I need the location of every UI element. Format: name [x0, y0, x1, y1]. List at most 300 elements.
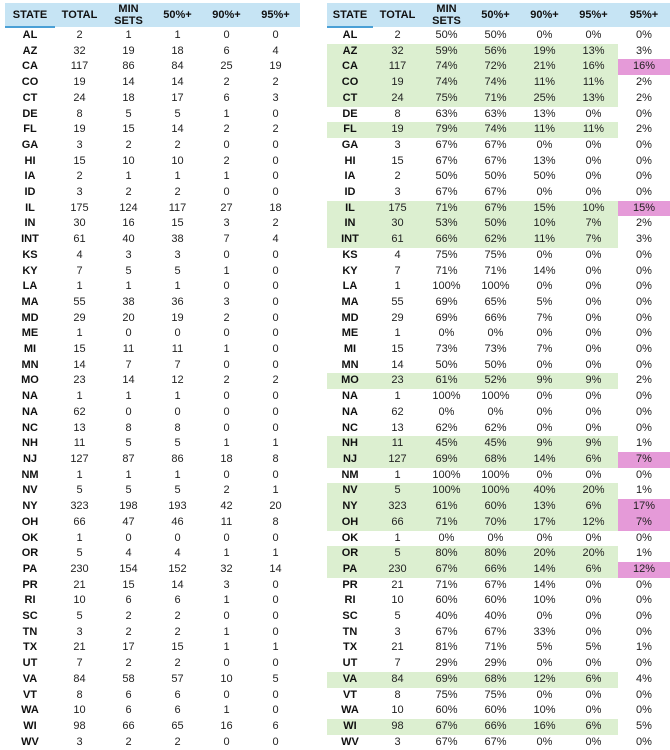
cell-90-plus: 0%	[536, 390, 553, 403]
cell-state: UT	[22, 657, 38, 670]
table-row	[327, 405, 670, 421]
cell-50-plus: 68%	[471, 672, 520, 688]
cell-total: 21	[391, 641, 404, 654]
table-row	[327, 358, 670, 374]
cell-90-plus: 1	[223, 437, 230, 450]
table-row	[5, 703, 300, 719]
cell-total: 24	[373, 91, 422, 107]
cell-90-plus: 0%	[536, 327, 553, 340]
cell-state: NY	[22, 500, 38, 513]
cell-90-plus: 0	[223, 610, 230, 623]
cell-min-sets: 75%	[435, 248, 458, 261]
cell-95-plus: 0%	[585, 704, 602, 717]
cell-min-sets: 0%	[438, 327, 455, 340]
table-row	[5, 593, 300, 609]
cell-total: 19	[373, 75, 422, 91]
cell-total: 23	[73, 374, 86, 387]
cell-95-plus: 0	[272, 735, 279, 748]
cell-50-plus: 65	[171, 719, 184, 732]
table-row	[5, 389, 300, 405]
cell-95-plus-share: 0%	[636, 154, 652, 167]
cell-95-plus-share: 15%	[618, 201, 670, 217]
cell-90-plus: 10%	[533, 704, 556, 717]
cell-50-plus: 50%	[471, 216, 520, 232]
table-row	[5, 358, 300, 374]
cell-total: 1	[394, 327, 401, 340]
cell-total: 7	[76, 264, 83, 277]
cell-50-plus: 6	[174, 594, 181, 607]
cell-total: 3	[76, 735, 83, 748]
cell-min-sets: 50%	[435, 170, 458, 183]
cell-state: DE	[22, 107, 38, 120]
cell-total: 1	[76, 468, 83, 481]
cell-50-plus: 100%	[481, 280, 510, 293]
cell-50-plus: 100%	[471, 483, 520, 499]
cell-95-plus: 0	[272, 468, 279, 481]
cell-total: 1	[394, 280, 401, 293]
cell-total: 84	[73, 672, 86, 685]
cell-90-plus: 1	[223, 641, 230, 654]
cell-state: RI	[24, 594, 36, 607]
table-row	[5, 154, 300, 170]
cell-min-sets: 8	[125, 421, 132, 434]
cell-90-plus: 0%	[536, 468, 553, 481]
table-row	[327, 515, 670, 531]
cell-state: CT	[327, 91, 373, 107]
cell-state: NJ	[22, 452, 38, 465]
cell-total: 98	[373, 719, 422, 735]
cell-min-sets: 1	[125, 468, 132, 481]
cell-50-plus: 38	[171, 233, 184, 246]
cell-50-plus: 2	[174, 138, 181, 151]
cell-state: FL	[327, 122, 373, 138]
cell-95-plus: 0	[272, 264, 279, 277]
cell-95-plus: 0	[272, 704, 279, 717]
cell-90-plus: 0%	[536, 358, 553, 371]
cell-95-plus-share: 0%	[636, 107, 652, 120]
cell-state: MI	[343, 343, 357, 356]
cell-90-plus: 0%	[536, 28, 553, 41]
cell-total: 1	[394, 468, 401, 481]
cell-min-sets: 11	[122, 343, 135, 356]
cell-state: OR	[327, 546, 373, 562]
cell-95-plus-share: 0%	[636, 421, 652, 434]
cell-90-plus: 17%	[520, 515, 569, 531]
cell-total: 29	[73, 311, 86, 324]
table-row	[327, 421, 670, 437]
cell-95-plus: 2	[272, 123, 279, 136]
cell-min-sets: 2	[125, 138, 132, 151]
cell-95-plus: 9%	[569, 436, 618, 452]
table-row	[5, 216, 300, 232]
cell-state: NH	[22, 437, 38, 450]
cell-95-plus: 0%	[585, 735, 602, 748]
state-counts-table	[5, 3, 300, 750]
cell-95-plus-share: 0%	[636, 735, 652, 748]
cell-50-plus: 2	[174, 625, 181, 638]
cell-50-plus: 62%	[484, 421, 507, 434]
table-row	[5, 185, 300, 201]
cell-50-plus: 50%	[484, 28, 507, 41]
cell-total: 19	[373, 122, 422, 138]
cell-90-plus: 1	[223, 107, 230, 120]
cell-total: 3	[76, 186, 83, 199]
cell-min-sets: 5	[125, 107, 132, 120]
cell-95-plus: 2	[272, 76, 279, 89]
cell-state: ME	[21, 327, 39, 340]
cell-95-plus: 8	[272, 515, 279, 528]
cell-95-plus: 20%	[569, 546, 618, 562]
cell-50-plus: 57	[171, 672, 184, 685]
cell-total: 175	[373, 201, 422, 217]
cell-min-sets: 100%	[432, 390, 461, 403]
cell-min-sets: 2	[125, 625, 132, 638]
cell-min-sets: 71%	[422, 515, 471, 531]
cell-total: 8	[76, 107, 83, 120]
cell-state: NA	[22, 390, 38, 403]
cell-95-plus: 9%	[569, 373, 618, 389]
cell-95-plus-share: 0%	[636, 390, 652, 403]
cell-state: PR	[342, 578, 358, 591]
cell-min-sets: 69%	[422, 672, 471, 688]
cell-95-plus-share: 3%	[636, 233, 652, 246]
cell-95-plus-share: 0%	[636, 28, 652, 41]
cell-90-plus: 32	[220, 562, 233, 575]
cell-50-plus: 60%	[471, 499, 520, 515]
cell-50-plus: 1	[174, 280, 181, 293]
cell-90-plus: 2	[223, 374, 230, 387]
table-row	[327, 169, 670, 185]
table-row	[327, 609, 670, 625]
cell-min-sets: 14	[122, 374, 135, 387]
cell-min-sets: 67%	[422, 562, 471, 578]
table-row	[5, 609, 300, 625]
cell-95-plus: 0	[272, 390, 279, 403]
cell-total: 62	[391, 405, 404, 418]
cell-95-plus: 14	[269, 562, 282, 575]
header-90-plus: 90%+	[202, 3, 251, 27]
cell-total: 15	[391, 343, 404, 356]
cell-90-plus: 6	[223, 91, 230, 104]
cell-min-sets: 73%	[435, 343, 458, 356]
table-row	[327, 578, 670, 594]
table-row	[327, 201, 670, 217]
cell-95-plus: 7%	[569, 232, 618, 248]
cell-90-plus: 50%	[533, 170, 556, 183]
cell-state: CT	[22, 91, 38, 104]
cell-state: HI	[24, 154, 36, 167]
cell-state: LA	[22, 280, 38, 293]
cell-50-plus: 66%	[471, 562, 520, 578]
cell-90-plus: 11	[220, 515, 233, 528]
cell-95-plus-share: 0%	[636, 688, 652, 701]
table-row	[327, 59, 670, 75]
cell-total: 127	[373, 452, 422, 468]
cell-state: UT	[342, 657, 358, 670]
cell-90-plus: 16%	[520, 719, 569, 735]
cell-50-plus: 84	[171, 60, 184, 73]
cell-state: IN	[327, 216, 373, 232]
cell-95-plus: 12%	[569, 515, 618, 531]
cell-50-plus: 74%	[471, 75, 520, 91]
cell-min-sets: 67%	[435, 186, 458, 199]
header-min-sets: MIN SETS	[422, 3, 471, 27]
cell-min-sets: 66%	[422, 232, 471, 248]
cell-95-plus-share: 0%	[636, 468, 652, 481]
cell-95-plus: 0%	[585, 594, 602, 607]
cell-state: IA	[344, 170, 356, 183]
cell-total: 230	[373, 562, 422, 578]
cell-state: TX	[342, 641, 358, 654]
table-row	[327, 185, 670, 201]
cell-min-sets: 2	[125, 735, 132, 748]
table-row	[5, 735, 300, 750]
cell-90-plus: 20%	[520, 546, 569, 562]
cell-95-plus: 11%	[569, 75, 618, 91]
cell-min-sets: 20	[122, 311, 135, 324]
cell-95-plus: 0%	[585, 358, 602, 371]
cell-95-plus-share: 0%	[636, 704, 652, 717]
cell-50-plus: 67%	[484, 154, 507, 167]
header-row	[5, 3, 300, 27]
cell-95-plus: 0%	[585, 107, 602, 120]
cell-total: 30	[73, 217, 86, 230]
cell-50-plus: 56%	[471, 44, 520, 60]
cell-50-plus: 5	[174, 264, 181, 277]
table-row	[327, 531, 670, 547]
cell-state: GA	[21, 138, 39, 151]
cell-total: 14	[391, 358, 404, 371]
cell-total: 19	[73, 76, 86, 89]
cell-95-plus: 0%	[585, 390, 602, 403]
cell-min-sets: 62%	[435, 421, 458, 434]
cell-state: SC	[22, 610, 38, 623]
cell-state: AL	[22, 29, 38, 41]
cell-90-plus: 21%	[520, 59, 569, 75]
cell-min-sets: 61%	[422, 499, 471, 515]
cell-90-plus: 0	[223, 405, 230, 418]
table-row	[5, 640, 300, 656]
cell-95-plus: 0%	[585, 327, 602, 340]
cell-total: 2	[76, 170, 83, 183]
cell-total: 1	[76, 390, 83, 403]
cell-50-plus: 62%	[471, 232, 520, 248]
cell-50-plus: 73%	[484, 343, 507, 356]
cell-90-plus: 16	[220, 719, 233, 732]
cell-95-plus-share: 0%	[636, 186, 652, 199]
table-row	[5, 515, 300, 531]
table-row	[5, 719, 300, 735]
header-95-plus: 95%+	[251, 3, 300, 27]
cell-state: MN	[21, 358, 39, 371]
cell-total: 3	[76, 625, 83, 638]
cell-state: PR	[22, 578, 38, 591]
cell-90-plus: 14%	[533, 578, 556, 591]
cell-90-plus: 1	[223, 264, 230, 277]
cell-90-plus: 0%	[536, 405, 553, 418]
cell-50-plus: 10	[171, 154, 184, 167]
cell-95-plus: 0	[272, 138, 279, 151]
cell-state: INT	[21, 233, 39, 246]
cell-min-sets: 0	[125, 405, 132, 418]
cell-95-plus: 0%	[585, 688, 602, 701]
cell-total: 62	[73, 405, 86, 418]
cell-95-plus: 20	[269, 500, 282, 513]
cell-state: OK	[21, 531, 39, 544]
cell-90-plus: 0	[223, 280, 230, 293]
cell-90-plus: 0	[223, 248, 230, 261]
cell-state: LA	[342, 280, 358, 293]
cell-95-plus-share: 3%	[636, 44, 652, 57]
cell-50-plus: 2	[174, 610, 181, 623]
cell-95-plus-share: 0%	[636, 405, 652, 418]
cell-90-plus: 3	[223, 295, 230, 308]
cell-total: 117	[373, 59, 422, 75]
cell-50-plus: 14	[171, 578, 184, 591]
cell-95-plus: 8	[272, 452, 279, 465]
cell-90-plus: 0	[223, 468, 230, 481]
cell-state: RI	[344, 594, 356, 607]
cell-total: 66	[73, 515, 86, 528]
table-row	[5, 201, 300, 217]
cell-50-plus: 36	[171, 295, 184, 308]
cell-50-plus: 15	[171, 641, 184, 654]
cell-90-plus: 3	[223, 217, 230, 230]
cell-90-plus: 18	[220, 452, 233, 465]
cell-min-sets: 19	[122, 44, 135, 57]
table-row	[5, 138, 300, 154]
cell-total: 32	[373, 44, 422, 60]
table-row	[327, 279, 670, 295]
table-row	[327, 264, 670, 280]
cell-50-plus: 1	[174, 468, 181, 481]
cell-state: NY	[327, 499, 373, 515]
cell-90-plus: 40%	[520, 483, 569, 499]
cell-90-plus: 5%	[536, 641, 553, 654]
table-row	[5, 562, 300, 578]
cell-95-plus: 19	[269, 60, 282, 73]
cell-50-plus: 117	[168, 201, 187, 214]
cell-total: 127	[70, 452, 89, 465]
table-row	[327, 216, 670, 232]
cell-min-sets: 1	[125, 28, 132, 41]
cell-min-sets: 74%	[422, 75, 471, 91]
cell-total: 3	[394, 186, 401, 199]
cell-50-plus: 67%	[484, 625, 507, 638]
cell-state: OH	[327, 515, 373, 531]
cell-total: 13	[73, 421, 86, 434]
table-row	[5, 421, 300, 437]
cell-90-plus: 14%	[520, 562, 569, 578]
cell-state: HI	[344, 154, 356, 167]
cell-50-plus: 50%	[484, 358, 507, 371]
cell-90-plus: 27	[220, 201, 233, 214]
cell-90-plus: 0%	[536, 657, 553, 670]
cell-state: PA	[22, 562, 38, 575]
cell-50-plus: 15	[171, 217, 184, 230]
cell-90-plus: 2	[223, 76, 230, 89]
cell-total: 5	[373, 546, 422, 562]
cell-95-plus-share: 1%	[636, 641, 652, 654]
cell-total: 3	[394, 735, 401, 748]
cell-50-plus: 3	[174, 248, 181, 261]
cell-50-plus: 14	[171, 76, 184, 89]
cell-min-sets: 59%	[422, 44, 471, 60]
cell-total: 15	[73, 154, 86, 167]
cell-state: TN	[342, 625, 358, 638]
cell-95-plus: 0%	[585, 421, 602, 434]
cell-50-plus: 60%	[484, 594, 507, 607]
cell-95-plus-share: 1%	[636, 547, 652, 560]
table-row	[5, 625, 300, 641]
cell-total: 1	[76, 531, 83, 544]
cell-total: 10	[391, 594, 404, 607]
cell-50-plus: 67%	[484, 138, 507, 151]
cell-min-sets: 61%	[422, 373, 471, 389]
cell-state: WV	[341, 735, 359, 748]
cell-90-plus: 0%	[536, 735, 553, 748]
cell-min-sets: 63%	[435, 107, 458, 120]
header-95-plus: 95%+	[569, 3, 618, 27]
cell-min-sets: 81%	[435, 641, 458, 654]
cell-min-sets: 40%	[435, 610, 458, 623]
header-min-sets: MIN SETS	[104, 3, 153, 27]
cell-state: SC	[342, 610, 358, 623]
cell-90-plus: 0%	[536, 531, 553, 544]
cell-95-plus: 6%	[569, 672, 618, 688]
cell-90-plus: 7%	[536, 311, 553, 324]
cell-state: AL	[342, 29, 358, 41]
cell-50-plus: 8	[174, 421, 181, 434]
header-state: STATE	[5, 3, 55, 27]
cell-90-plus: 13%	[533, 154, 556, 167]
cell-50-plus: 14	[171, 123, 184, 136]
header-50-plus: 50%+	[153, 3, 202, 27]
cell-95-plus: 0	[272, 154, 279, 167]
cell-90-plus: 13%	[533, 107, 556, 120]
cell-90-plus: 0	[223, 358, 230, 371]
cell-min-sets: 29%	[435, 657, 458, 670]
table-row	[327, 468, 670, 484]
cell-50-plus: 66%	[471, 719, 520, 735]
cell-95-plus-share: 0%	[636, 358, 652, 371]
cell-total: 230	[70, 562, 89, 575]
cell-90-plus: 0	[223, 186, 230, 199]
table-row	[327, 232, 670, 248]
cell-95-plus: 6%	[569, 719, 618, 735]
cell-min-sets: 69%	[435, 311, 458, 324]
cell-min-sets: 15	[122, 578, 135, 591]
table-row	[5, 531, 300, 547]
cell-state: NV	[327, 483, 373, 499]
cell-min-sets: 100%	[422, 483, 471, 499]
table-row	[5, 578, 300, 594]
cell-95-plus: 0	[272, 248, 279, 261]
cell-95-plus-share: 0%	[636, 280, 652, 293]
table-row	[327, 122, 670, 138]
table-row	[327, 672, 670, 688]
cell-95-plus: 10%	[569, 201, 618, 217]
cell-50-plus: 67%	[484, 735, 507, 748]
state-percentages-table	[327, 3, 670, 750]
cell-total: 8	[394, 688, 401, 701]
cell-90-plus: 10%	[533, 594, 556, 607]
cell-95-plus-share: 0%	[636, 594, 652, 607]
cell-state: MA	[341, 295, 359, 308]
table-row	[327, 138, 670, 154]
header-total: TOTAL	[373, 3, 422, 27]
table-row	[5, 436, 300, 452]
